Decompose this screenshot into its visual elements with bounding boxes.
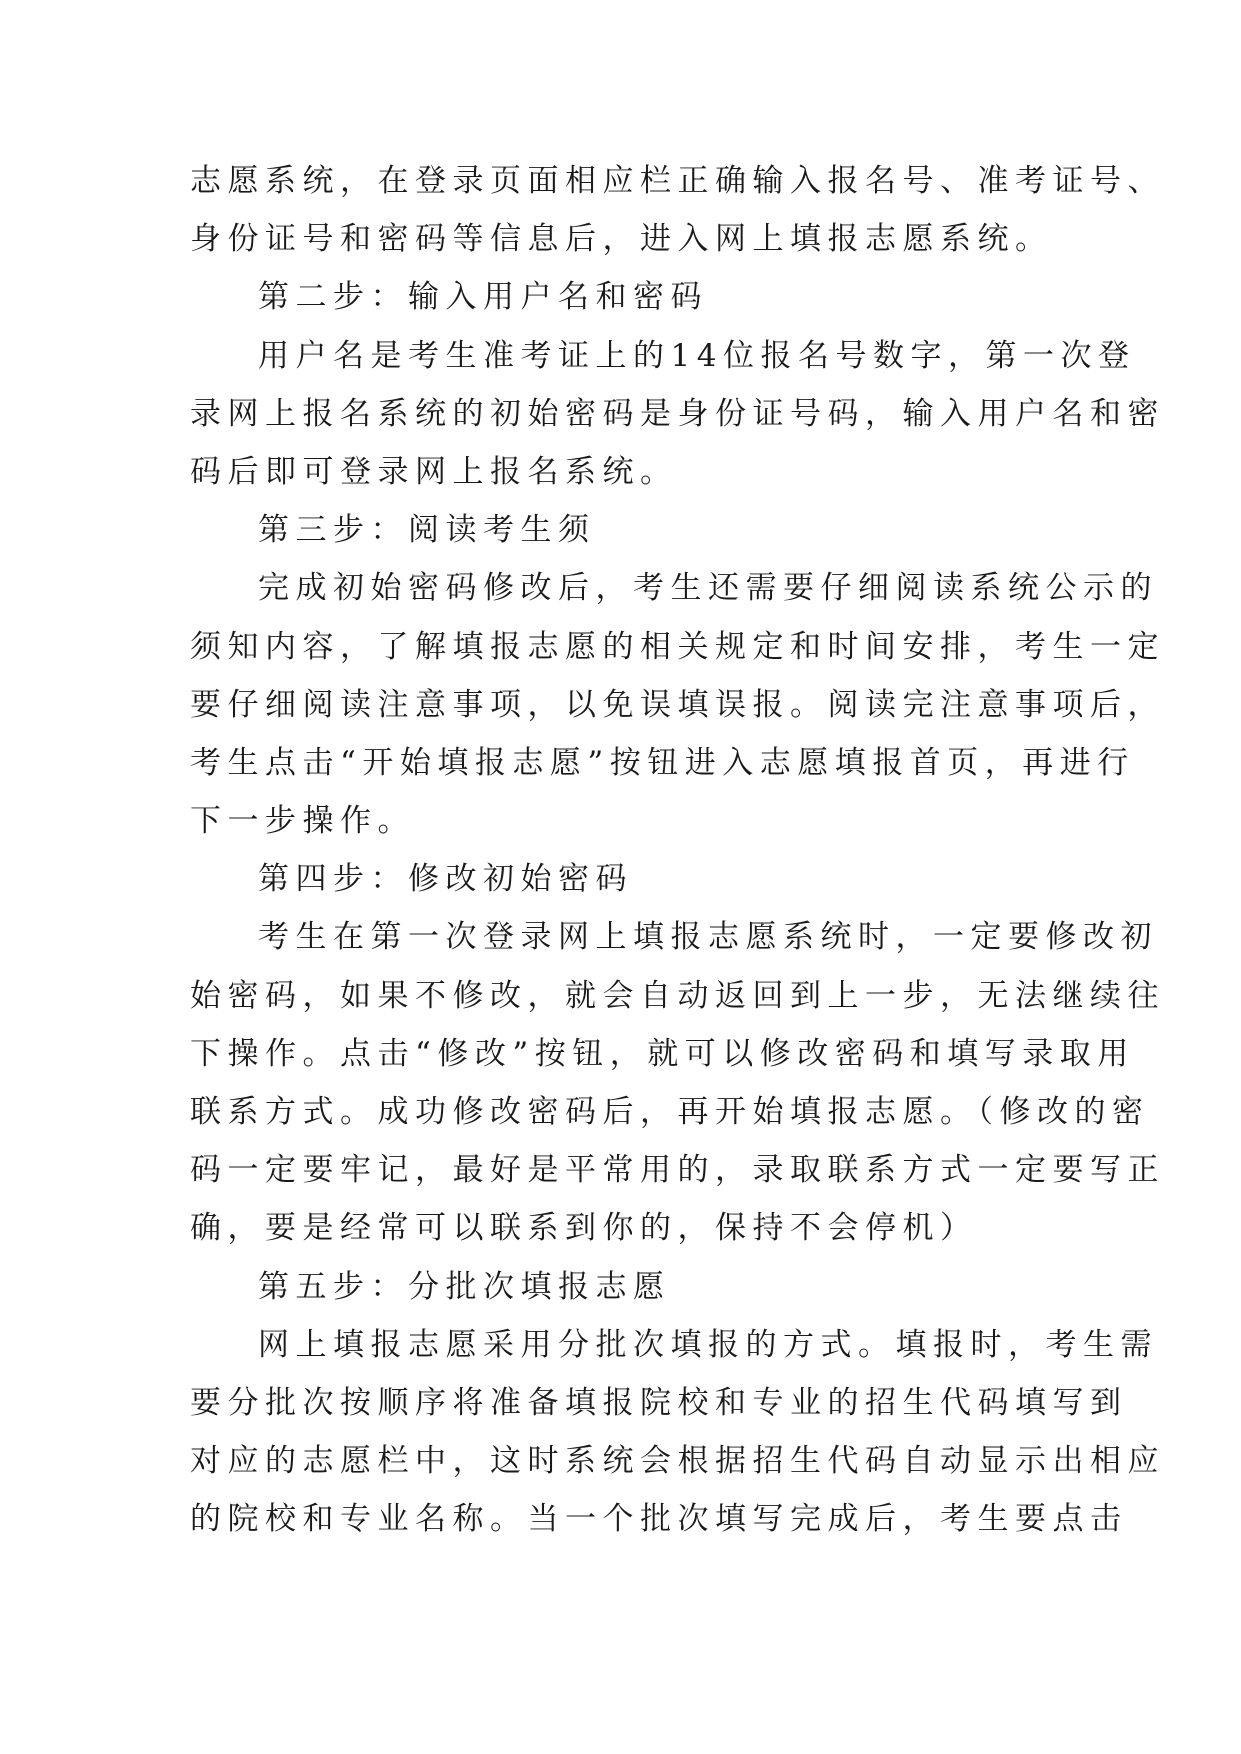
document-body <box>190 152 1165 1549</box>
text-line: 考生在第一次登录网上填报志愿系统时，一定要修改初 <box>258 919 1158 956</box>
text-line: 完成初始密码修改后，考生还需要仔细阅读系统公示的 <box>258 570 1158 607</box>
text-line: 用户名是考生准考证上的14位报名号数字，第一次登 <box>258 337 1136 374</box>
text-line: 第五步：分批次填报志愿 <box>258 1268 671 1305</box>
text-line: 身份证号和密码等信息后，进入网上填报志愿系统。 <box>190 221 1053 258</box>
text-line: 要仔细阅读注意事项，以免误填误报。阅读完注意事项后， <box>190 686 1165 723</box>
text-line: 第三步：阅读考生须 <box>258 512 596 549</box>
text-line: 要分批次按顺序将准备填报院校和专业的招生代码填写到 <box>190 1384 1128 1421</box>
text-line: 网上填报志愿采用分批次填报的方式。填报时，考生需 <box>258 1326 1158 1363</box>
text-line: 确，要是经常可以联系到你的，保持不会停机） <box>190 1210 978 1247</box>
text-line: 志愿系统，在登录页面相应栏正确输入报名号、准考证号、 <box>190 163 1165 199</box>
text-line: 码后即可登录网上报名系统。 <box>190 453 678 490</box>
text-line: 录网上报名系统的初始密码是身份证号码，输入用户名和密 <box>190 395 1165 432</box>
text-line: 第四步：修改初始密码 <box>258 861 633 898</box>
text-line: 第二步：输入用户名和密码 <box>258 279 708 316</box>
text-line: 下一步操作。 <box>190 803 415 840</box>
text-line: 联系方式。成功修改密码后，再开始填报志愿。（修改的密 <box>190 1094 1150 1130</box>
text-line: 始密码，如果不修改，就会自动返回到上一步，无法继续往 <box>190 977 1165 1014</box>
text-line: 须知内容，了解填报志愿的相关规定和时间安排，考生一定 <box>190 628 1165 665</box>
text-line: 码一定要牢记，最好是平常用的，录取联系方式一定要写正 <box>190 1152 1165 1189</box>
text-line: 对应的志愿栏中，这时系统会根据招生代码自动显示出相应 <box>190 1443 1165 1480</box>
text-line: 下操作。点击“修改”按钮，就可以修改密码和填写录取用 <box>190 1035 1135 1072</box>
text-line: 的院校和专业名称。当一个批次填写完成后，考生要点击 <box>190 1501 1128 1538</box>
text-line: 考生点击“开始填报志愿”按钮进入志愿填报首页，再进行 <box>190 744 1135 781</box>
